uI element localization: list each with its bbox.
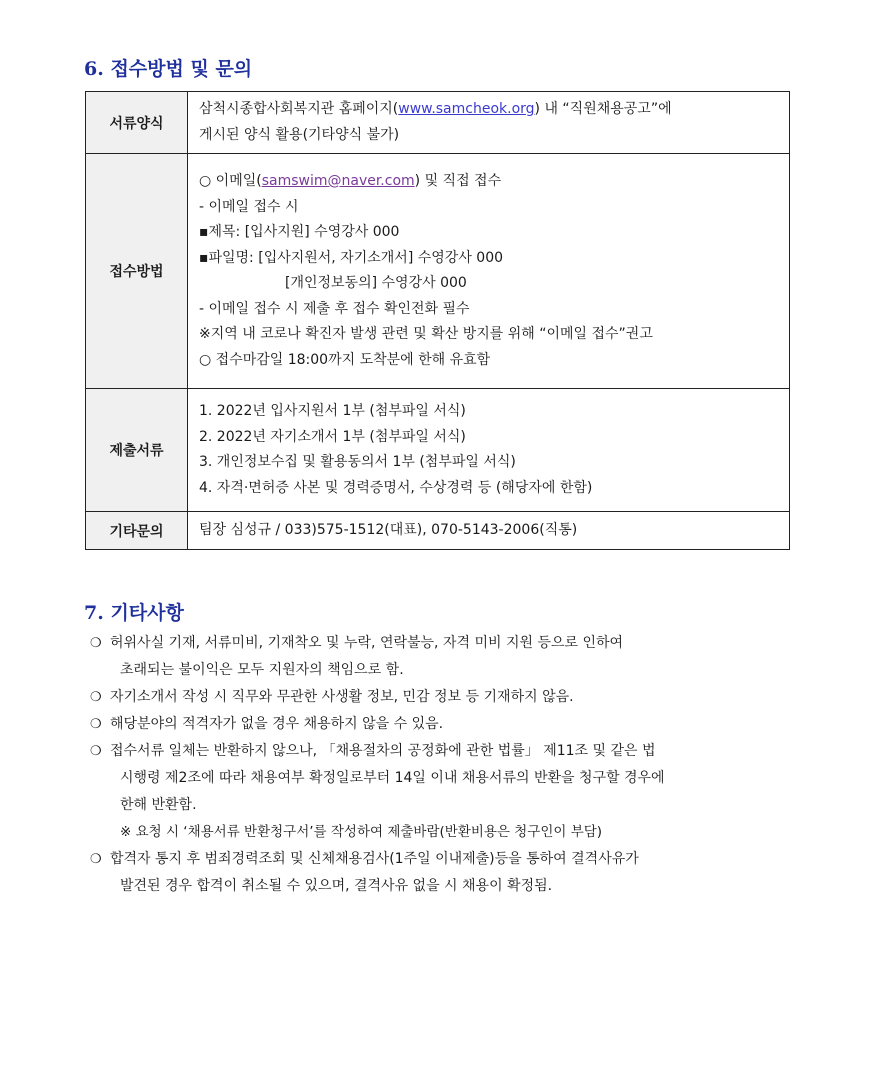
- list-item-text: 접수서류 일체는 반환하지 않으나, 「채용절차의 공정화에 관한 법률」 제11조 및 같은 법: [110, 743, 656, 759]
- form-line-2: 게시된 양식 활용(기타양식 불가): [199, 126, 400, 143]
- row-header-method: 접수방법: [86, 154, 188, 389]
- method-line-7: ※지역 내 코로나 확진자 발생 관련 및 확산 방지를 위해 “이메일 접수”권고: [199, 326, 653, 342]
- list-item: [90, 738, 805, 765]
- method-line-5: [개인정보동의] 수영강사 000: [285, 275, 467, 291]
- note-text: ※ 요청 시 ‘채용서류 반환청구서’를 작성하여 제출바람(반환비용은 청구인이 부담): [120, 824, 603, 840]
- row-body-method: [188, 154, 790, 389]
- email-link[interactable]: samswim@naver.com: [261, 173, 415, 189]
- form-text: 삼척시종합사회복지관 홈페이지(: [199, 101, 399, 117]
- form-text: ) 내 “직원채용공고”에: [534, 101, 672, 117]
- list-item: [90, 630, 805, 657]
- documents-line-3: 3. 개인정보수집 및 활용동의서 1부 (첨부파일 서식): [199, 454, 516, 470]
- list-item: [90, 846, 805, 873]
- row-header-documents: 제출서류: [86, 389, 188, 512]
- bullet-icon: ❍: [90, 852, 102, 867]
- list-item-continuation: [90, 873, 805, 900]
- method-line-2: - 이메일 접수 시: [199, 198, 299, 215]
- row-header-inquiry: 기타문의: [86, 512, 188, 550]
- list-item-text: 허위사실 기재, 서류미비, 기재착오 및 누락, 연락불능, 자격 미비 지원 등으로 인하여: [110, 635, 624, 651]
- bullet-icon: ❍: [90, 636, 102, 651]
- other-notes-list: [90, 630, 805, 900]
- list-item: [90, 684, 805, 711]
- table-row: [86, 92, 790, 154]
- row-body-inquiry: [188, 512, 790, 550]
- row-body-documents: [188, 389, 790, 512]
- documents-line-4: 4. 자격·면허증 사본 및 경력증명서, 수상경력 등 (해당자에 한함): [199, 479, 593, 496]
- list-item-continuation: [90, 765, 805, 792]
- list-item-text: 해당분야의 적격자가 없을 경우 채용하지 않을 수 있음.: [110, 716, 444, 732]
- method-line-8: ○ 접수마감일 18:00까지 도착분에 한해 유효함: [199, 351, 491, 368]
- method-line-3: ▪제목: [입사지원] 수영강사 000: [199, 224, 400, 240]
- section-6-title: 6. 접수방법 및 문의: [84, 58, 253, 80]
- table-row: [86, 154, 790, 389]
- row-body-form: [188, 92, 790, 154]
- method-text: ○ 이메일(: [199, 173, 262, 189]
- list-item-text: 시행령 제2조에 따라 채용여부 확정일로부터 14일 이내 채용서류의 반환을 청구할 경우에: [120, 770, 665, 786]
- list-item-text: 한해 반환함.: [120, 797, 197, 813]
- list-item-continuation: [90, 657, 805, 684]
- list-item-text: 초래되는 불이익은 모두 지원자의 책임으로 함.: [120, 662, 404, 678]
- method-text: ) 및 직접 접수: [414, 173, 502, 189]
- bullet-icon: ❍: [90, 690, 102, 705]
- method-line-1: [199, 169, 789, 195]
- list-item-note: [90, 819, 805, 846]
- list-item-text: 자기소개서 작성 시 직무와 무관한 사생활 정보, 민감 정보 등 기재하지 않음.: [110, 689, 574, 705]
- bullet-icon: ❍: [90, 717, 102, 732]
- application-info-table: [85, 91, 790, 550]
- list-item-text: 합격자 통지 후 범죄경력조회 및 신체채용검사(1주일 이내제출)등을 통하여 결격사유가: [110, 851, 639, 867]
- table-row: [86, 512, 790, 550]
- table-row: [86, 389, 790, 512]
- inquiry-line-1: 팀장 심성규 / 033)575-1512(대표), 070-5143-2006(직통): [199, 521, 578, 538]
- method-line-6: - 이메일 접수 시 제출 후 접수 확인전화 필수: [199, 300, 470, 317]
- method-line-4: ▪파일명: [입사지원서, 자기소개서] 수영강사 000: [199, 249, 504, 266]
- documents-line-1: 1. 2022년 입사지원서 1부 (첨부파일 서식): [199, 403, 466, 419]
- documents-line-2: 2. 2022년 자기소개서 1부 (첨부파일 서식): [199, 428, 466, 445]
- list-item-text: 발견된 경우 합격이 취소될 수 있으며, 결격사유 없을 시 채용이 확정됨.: [120, 878, 553, 894]
- list-item: [90, 711, 805, 738]
- list-item-continuation: [90, 792, 805, 819]
- section-7-title: 7. 기타사항: [84, 602, 184, 624]
- form-line-1: [199, 97, 789, 123]
- bullet-icon: ❍: [90, 744, 102, 759]
- row-header-form: 서류양식: [86, 92, 188, 154]
- homepage-link[interactable]: www.samcheok.org: [398, 101, 535, 117]
